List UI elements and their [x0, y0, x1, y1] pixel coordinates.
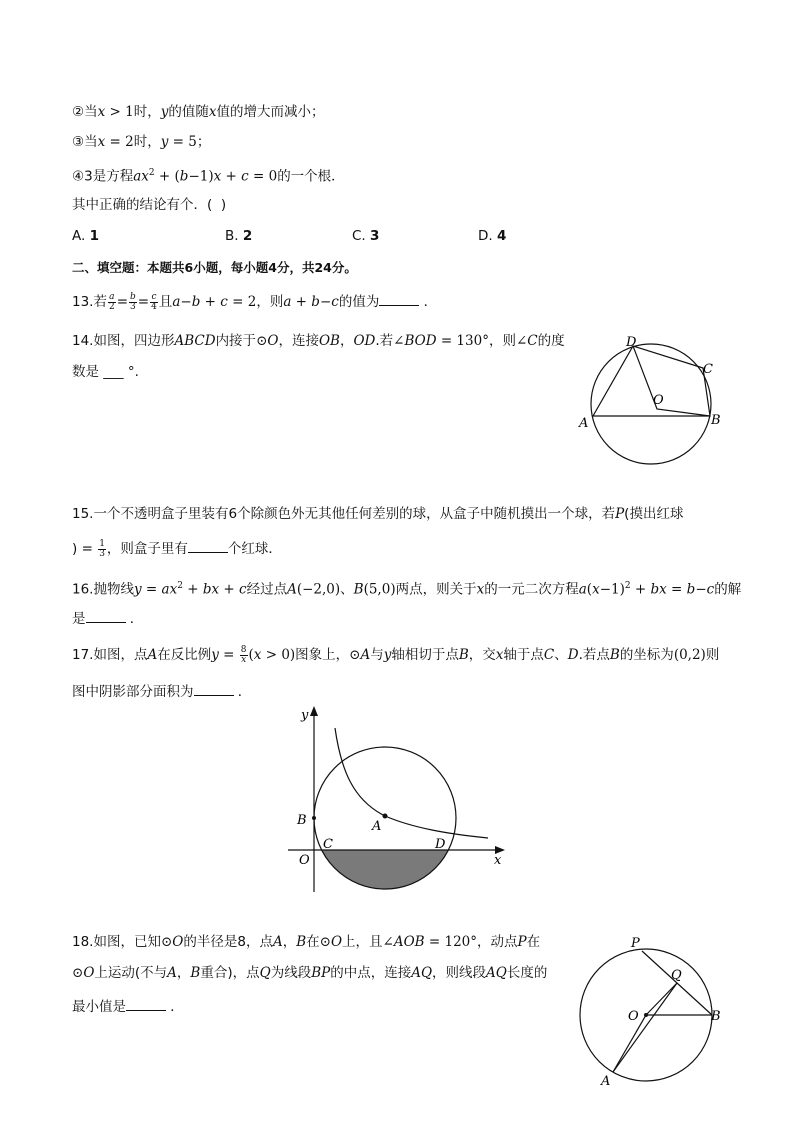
label-b: B [297, 813, 307, 828]
question-13: 13.若 $\frac{a}{2}$ = $\frac{b}{3}$ = $\frac{c}{4}$ 且a−b + c = 2，则a + b−c的值为 ． [72, 291, 438, 312]
question-18-line2: ⊙O上运动(不与A，B重合)，点Q为线段BP的中点，连接AQ，则线段AQ长度的 [72, 965, 548, 981]
option-d[interactable]: D. 4 [478, 228, 507, 244]
question-16: 16.抛物线$y = ax^2$ + bx + c经过点A(−2,0)、B(5,0)两点，则关于x的一元二次方程$a(x-1)^2$ + bx = b−c的解 [72, 581, 742, 598]
label-q: Q [671, 968, 682, 983]
label-o: O [299, 853, 310, 868]
label-a: A [601, 1074, 611, 1089]
item-3: ③当x = 2时，y = 5； [72, 134, 211, 150]
label-b: B [711, 413, 721, 428]
label-b: B [711, 1009, 721, 1024]
question-15-line2: ) = $\frac{1}{3}$ ，则盒子里有 个红球． [72, 538, 282, 559]
figure-17 [283, 700, 513, 900]
options-row [72, 226, 572, 246]
question-16-line2: 是 ． [72, 608, 143, 629]
question-14: 14.如图，四边形ABCD内接于⊙O，连接OB，OD.若∠BOD = 130°，则∠C的度 [72, 333, 565, 349]
answer-blank[interactable] [188, 538, 228, 553]
question-18: 18.如图，已知⊙O的半径是8，点A，B在⊙O上，且∠AOB = 120°，动点P在 [72, 934, 541, 950]
question-17-line2: 图中阴影部分面积为 ． [72, 681, 251, 702]
answer-blank[interactable] [379, 291, 419, 306]
figure-14 [575, 330, 725, 472]
answer-blank[interactable] [126, 996, 166, 1011]
label-o: O [653, 393, 664, 408]
label-o: O [628, 1009, 639, 1024]
item-4: ④3是方程$ax^2 + (b-1)x + c = 0$的一个根． [72, 168, 345, 185]
option-c[interactable]: C. 3 [352, 228, 380, 244]
section-heading: 二、填空题：本题共6小题，每小题4分，共24分。 [72, 260, 357, 275]
label-a: A [579, 416, 589, 431]
option-b[interactable]: B. 2 [225, 228, 253, 244]
item-2: ②当x > 1时，y的值随x值的增大而减小； [72, 104, 325, 120]
question-14-line2: 数是 ___ °. [72, 364, 139, 380]
label-c: C [323, 837, 333, 852]
label-y: y [301, 708, 309, 723]
answer-blank[interactable] [86, 608, 126, 623]
label-d: D [435, 837, 446, 852]
option-a[interactable]: A. 1 [72, 228, 99, 244]
question-17: 17.如图，点A在反比例y = $\frac{8}{x}$ (x > 0)图象上，⊙A与y轴相切于点B，交x轴于点C、D.若点B的坐标为(0,2)则 [72, 644, 720, 665]
answer-blank[interactable] [194, 681, 234, 696]
figure-18 [570, 932, 730, 1090]
label-a: A [372, 819, 382, 834]
label-d: D [626, 335, 637, 350]
question-text: 其中正确的结论有个．( ) [72, 197, 227, 213]
question-15: 15.一个不透明盒子里装有6个除颜色外无其他任何差别的球，从盒子中随机摸出一个球，若P(摸出红球 [72, 506, 684, 522]
label-c: C [703, 362, 713, 377]
label-x: x [494, 853, 502, 868]
question-18-line3: 最小值是 ． [72, 996, 184, 1017]
label-p: P [631, 936, 640, 951]
